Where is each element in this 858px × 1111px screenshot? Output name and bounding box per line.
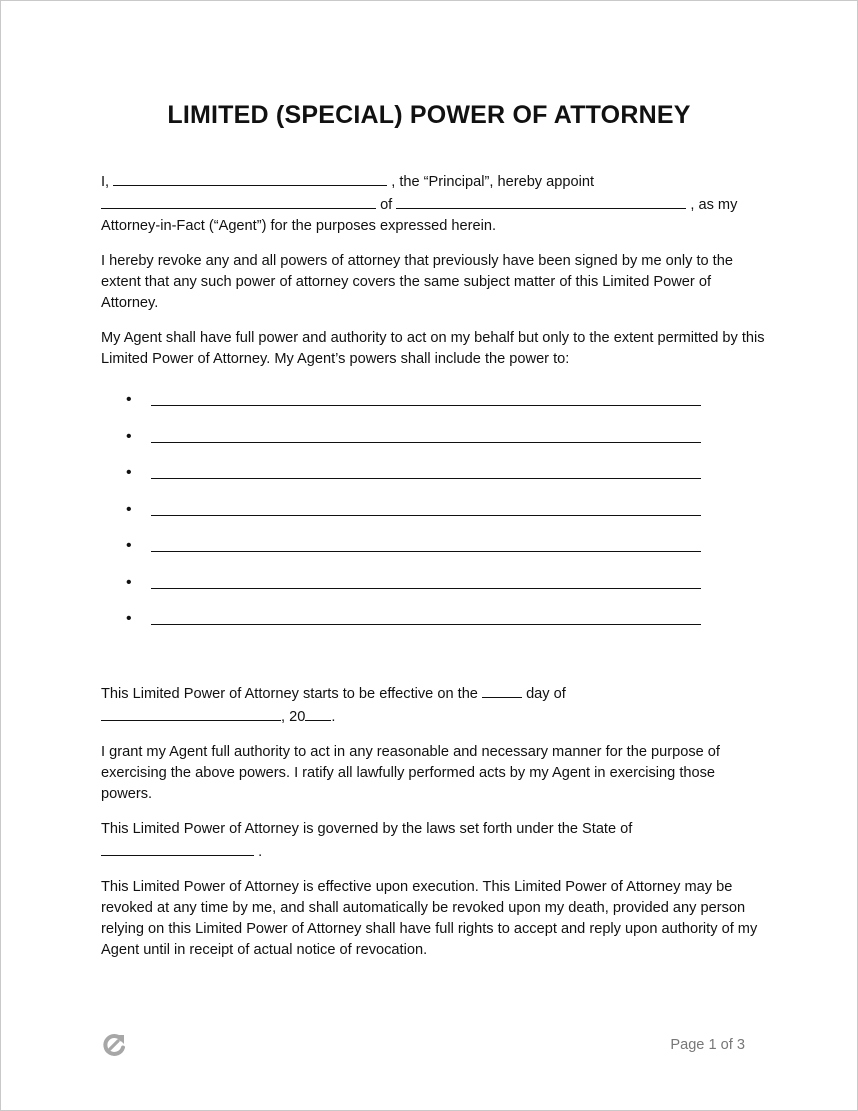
intro-line-3: Attorney-in-Fact (“Agent”) for the purposes expressed herein.: [101, 218, 497, 234]
agent-name-field[interactable]: [101, 193, 376, 209]
principal-name-field[interactable]: [113, 170, 387, 186]
power-item: [101, 427, 766, 464]
bullet-icon: •: [126, 427, 132, 445]
powers-list: [101, 390, 766, 646]
month-field[interactable]: [101, 705, 281, 721]
bullet-icon: •: [126, 610, 132, 627]
power-item: [101, 573, 766, 610]
power-item: [101, 463, 766, 500]
agent-address-field[interactable]: [396, 193, 686, 209]
bullet-icon: •: [126, 573, 132, 591]
bullet-icon: •: [126, 391, 132, 408]
power-blank-field[interactable]: [151, 609, 701, 625]
day-of-text: day of: [526, 685, 566, 702]
effective-date-text: This Limited Power of Attorney starts to be effective on the: [101, 685, 478, 702]
intro-principal-text: , the “Principal”, hereby appoint: [391, 174, 595, 190]
intro-as-my-text: , as my: [690, 197, 738, 213]
authority-paragraph: My Agent shall have full power and authority to act on my behalf but only to the extent permitted by this Limited Power of Attorney. My Agent’s powers shall include the power to:: [101, 330, 765, 367]
revoke-paragraph: I hereby revoke any and all powers of attorney that previously have been signed by me only to the extent that any such power of attorney covers the same subject matter of this Limited Power of Attorney.: [101, 253, 733, 311]
document-body: [101, 170, 766, 975]
power-blank-field[interactable]: [151, 390, 701, 406]
power-blank-field[interactable]: [151, 573, 701, 589]
power-blank-field[interactable]: [151, 500, 701, 516]
effective-date-period: .: [331, 708, 336, 725]
power-blank-field[interactable]: [151, 536, 701, 552]
intro-of-text: of: [380, 197, 393, 213]
governing-law-period: .: [258, 843, 263, 860]
document-title: LIMITED (SPECIAL) POWER OF ATTORNEY: [167, 101, 691, 129]
day-field[interactable]: [482, 682, 522, 698]
intro-paragraph: [101, 170, 766, 237]
effective-date-paragraph: [101, 682, 766, 728]
section-spacer: [101, 646, 766, 682]
bullet-icon: •: [126, 537, 132, 554]
execution-paragraph: This Limited Power of Attorney is effective upon execution. This Limited Power of Attorney may be revoked at any time by me, and shall automatically be revoked upon my death, provided any person relying on this Limited Power of Attorney shall have full rights to accept and reply upon authority of my Agent until in receipt of actual notice of revocation.: [101, 878, 758, 958]
bullet-icon: •: [126, 464, 132, 481]
grant-paragraph: I grant my Agent full authority to act in any reasonable and necessary manner for the purpose of exercising the above powers. I ratify all lawfully performed acts by my Agent in exercising those powers.: [101, 743, 720, 802]
power-item: [101, 390, 766, 427]
power-blank-field[interactable]: [151, 463, 701, 479]
power-item: [101, 536, 766, 573]
governing-law-text: This Limited Power of Attorney is governed by the laws set forth under the State of: [101, 820, 633, 837]
bullet-icon: •: [126, 500, 132, 518]
governing-law-paragraph: [101, 819, 766, 863]
state-field[interactable]: [101, 840, 254, 856]
intro-i-prefix: I,: [101, 174, 110, 190]
year-prefix-text: , 20: [281, 708, 306, 725]
power-blank-field[interactable]: [151, 427, 701, 443]
refresh-arrow-logo-icon: [101, 1032, 127, 1058]
year-field[interactable]: [305, 705, 331, 721]
power-item: [101, 609, 766, 646]
power-item: [101, 500, 766, 537]
page-number: Page 1 of 3: [670, 1037, 745, 1053]
